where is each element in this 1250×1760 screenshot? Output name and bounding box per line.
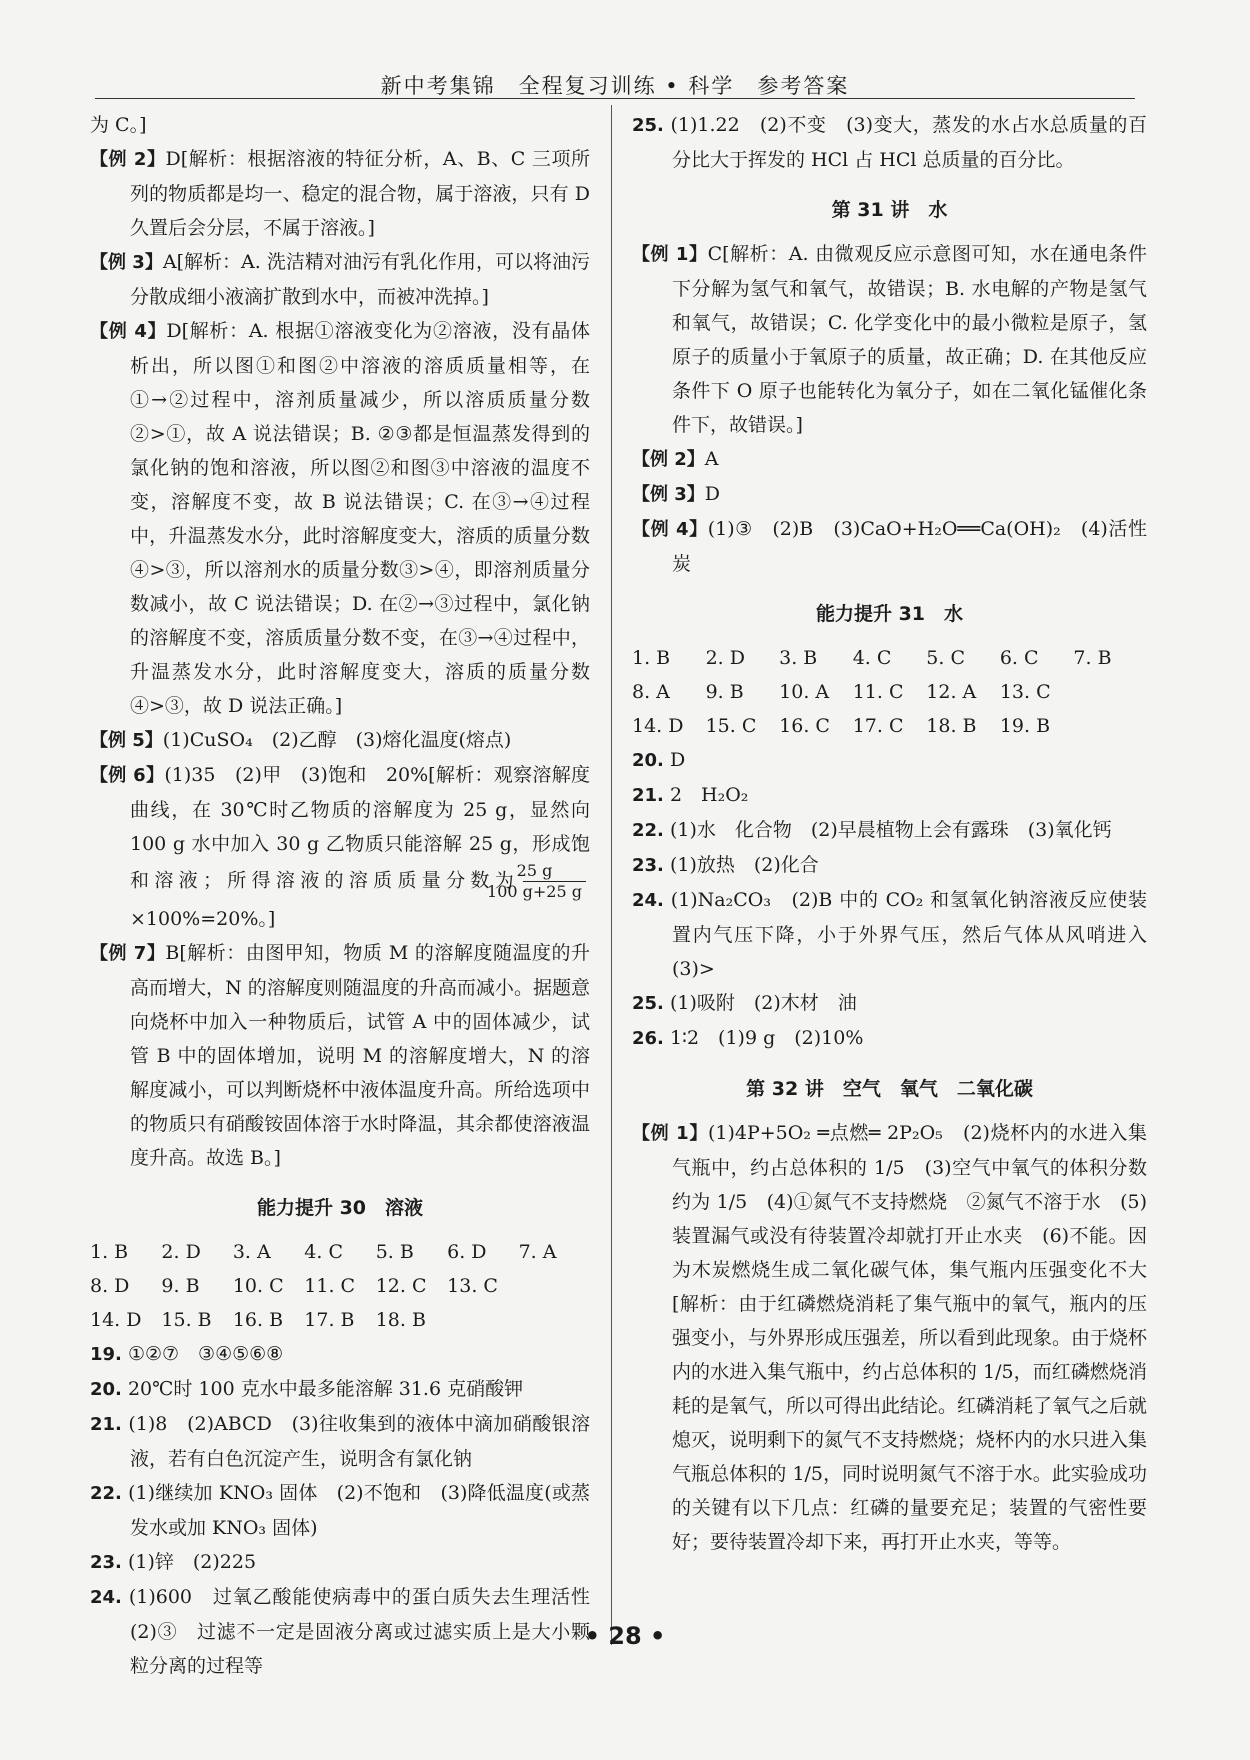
- section-title-32: 第 32 讲 空气 氧气 二氧化碳: [746, 1078, 1033, 1100]
- answer-number: 20.: [90, 1379, 122, 1400]
- example-3: [90, 245, 590, 314]
- example-4: [90, 314, 590, 723]
- answer-text: (1)锌 (2)225: [127, 1551, 257, 1573]
- answer-number: 22.: [90, 1483, 122, 1504]
- example-text: D[解析：根据溶液的特征分析，A、B、C 三项所列的物质都是均一、稳定的混合物，属于溶液，只有 D 久置后会分层，不属于溶液。]: [130, 148, 590, 239]
- mc-answer: 4. C: [852, 647, 892, 669]
- example-text: (1)③ (2)B (3)CaO+H₂O══Ca(OH)₂ (4)活性炭: [672, 518, 1147, 575]
- mc-answer: 2. D: [161, 1241, 201, 1263]
- mc-answer: 15. C: [705, 715, 757, 737]
- answer-item: [632, 778, 1147, 813]
- mc-answer: [519, 1269, 590, 1303]
- page-header: 新中考集锦 全程复习训练 • 科学 参考答案: [380, 74, 850, 98]
- answer-text: (1)Na₂CO₃ (2)B 中的 CO₂ 和氢氧化钠溶液反应使装置内气压下降，小于外界气压，然后气体从风哨进入 (3)>: [670, 889, 1167, 980]
- answer-text: (1)8 (2)ABCD (3)往收集到的液体中滴加硝酸银溶液，若有白色沉淀产生，说明含有氯化钠: [128, 1413, 590, 1470]
- answer-number: 23.: [632, 855, 664, 876]
- mc-answers-31: [632, 641, 1147, 743]
- example-7: [90, 936, 590, 1175]
- mc-answer: 10. C: [232, 1275, 284, 1297]
- mc-answer: 15. B: [161, 1309, 212, 1331]
- mc-answer: 7. B: [1073, 647, 1112, 669]
- example-text: C[解析：A. 由微观反应示意图可知，水在通电条件下分解为氢气和氧气，故错误；B. 水电解的产物是氢气和氧气，故错误；C. 化学变化中的最小微粒是原子，氢原子的质量小于氧原子的质量，故正确；D. 在其他反应条件下 O 原子也能转化为氧分子，如在二氧化锰催化条件下，故错误。]: [672, 243, 1147, 436]
- answer-text: 2 H₂O₂: [669, 784, 749, 806]
- answer-text: D: [669, 749, 686, 771]
- page-number: • 28 •: [584, 1622, 666, 1650]
- mc-answer: 3. B: [779, 647, 818, 669]
- answer-number: 22.: [632, 820, 664, 841]
- answer-text: (1)水 化合物 (2)早晨植物上会有露珠 (3)氧化钙: [669, 819, 1112, 841]
- mc-answer: [447, 1303, 518, 1337]
- answer-number: 25.: [632, 993, 664, 1014]
- mc-answer: 7. A: [518, 1241, 557, 1263]
- mc-answer: 12. C: [375, 1275, 427, 1297]
- mc-answer: 11. C: [852, 681, 904, 703]
- example-2: [632, 442, 1147, 477]
- mc-answer: 5. B: [375, 1241, 414, 1263]
- intro-line: 为 C。]: [90, 114, 147, 136]
- example-label: 【例 7】: [90, 943, 166, 964]
- answer-item: [632, 1021, 1147, 1056]
- mc-answer: 17. C: [852, 715, 904, 737]
- example-text: (1)4P+5O₂ ═点燃═ 2P₂O₅ (2)烧杯内的水进入集气瓶中，约占总体积的 1/5 (3)空气中氧气的体积分数约为 1/5 (4)①氮气不支持燃烧 ②氮气不溶于水 (5)装置漏气或没有待装置冷却就打开止水夹 (6)不能。因为木炭燃烧生成二氧化碳气体，集气瓶内压强变化不大[解析：由于红磷燃烧消耗了集气瓶中的氧气，瓶内的压强变小，与外界形成压强差，所以看到此现象。由于烧杯内的水进入集气瓶中，约占总体积的 1/5，而红磷燃烧消耗的是氧气，所以可得出此结论。红磷消耗了氧气之后就熄灭，说明剩下的氮气不支持燃烧；烧杯内的水只进入集气瓶总体积的 1/5，同时说明氮气不溶于水。此实验成功的关键有以下几点：红磷的量要充足；装置的气密性要好；要待装置冷却下来，再打开止水夹，等等。: [672, 1122, 1148, 1553]
- example-3: [632, 477, 1147, 512]
- mc-answer: 4. C: [304, 1241, 343, 1263]
- example-label: 【例 1】: [632, 244, 708, 265]
- answer-item: [90, 1372, 590, 1407]
- answer-number: 25.: [632, 115, 664, 136]
- example-1: [632, 1116, 1147, 1559]
- mc-answer: 8. D: [90, 1275, 130, 1297]
- answer-item: [632, 986, 1147, 1021]
- example-2: [90, 142, 590, 245]
- example-label: 【例 4】: [90, 321, 167, 342]
- fraction-numerator: 25 g: [523, 861, 586, 882]
- answer-item: [632, 108, 1147, 177]
- mc-answer: [519, 1303, 590, 1337]
- answer-number: 26.: [632, 1028, 664, 1049]
- answer-number: 23.: [90, 1552, 122, 1573]
- example-text: (1)35 (2)甲 (3)饱和 20%[解析：观察溶解度曲线，在 30℃时乙物质的溶解度为 25 g，显然向 100 g 水中加入 30 g 乙物质只能溶解 25 g，形成饱和溶液；所得溶液的溶质质量分数为: [130, 764, 591, 892]
- mc-answer: 18. B: [926, 715, 977, 737]
- example-label: 【例 4】: [632, 519, 708, 540]
- example-text: A: [704, 448, 719, 470]
- answer-item: [90, 1407, 590, 1476]
- fraction: [487, 861, 586, 902]
- answer-text: ①②⑦ ③④⑤⑥⑧: [127, 1343, 284, 1365]
- mc-answer: 16. C: [779, 715, 830, 737]
- mc-answer: [1073, 675, 1147, 709]
- answer-item: [90, 1476, 590, 1545]
- mc-answer: 9. B: [705, 681, 744, 703]
- answer-number: 24.: [632, 890, 664, 911]
- answer-item: [632, 883, 1167, 986]
- answer-text: 1∶2 (1)9 g (2)10%: [669, 1027, 864, 1049]
- mc-answer: 6. D: [447, 1241, 487, 1263]
- answer-text: (1)600 过氧乙酸能使病毒中的蛋白质失去生理活性 (2)③ 过滤不一定是固液分离或过滤实质上是大小颗粒分离的过程等: [128, 1586, 610, 1677]
- right-column: [632, 108, 1167, 1559]
- section-title-31: 第 31 讲 水: [831, 199, 948, 221]
- mc-answer: 13. C: [447, 1275, 498, 1297]
- mc-answer: 5. C: [926, 647, 965, 669]
- example-6: [90, 758, 590, 936]
- mc-answer: 9. B: [161, 1275, 200, 1297]
- mc-answer: 10. A: [779, 681, 830, 703]
- answer-number: 21.: [632, 785, 664, 806]
- section-title-ability-31: 能力提升 31 水: [815, 603, 964, 625]
- mc-answer: 16. B: [232, 1309, 284, 1331]
- answer-item: [632, 743, 1147, 778]
- mc-answer: 14. D: [632, 715, 684, 737]
- example-5: [90, 723, 590, 758]
- example-1: [632, 237, 1147, 442]
- answer-item: [90, 1545, 590, 1580]
- answer-text: (1)放热 (2)化合: [669, 854, 819, 876]
- answer-number: 19.: [90, 1344, 122, 1365]
- answer-text: (1)继续加 KNO₃ 固体 (2)不饱和 (3)降低温度(或蒸发水或加 KNO₃ 固体): [128, 1482, 590, 1539]
- mc-answer: 1. B: [90, 1241, 129, 1263]
- answer-text: (1)吸附 (2)木材 油: [669, 992, 857, 1014]
- mc-answer: [1073, 709, 1147, 743]
- example-label: 【例 6】: [90, 765, 165, 786]
- mc-answer: 13. C: [999, 681, 1051, 703]
- mc-answer: 8. A: [632, 681, 670, 703]
- mc-answer: 17. B: [304, 1309, 355, 1331]
- example-label: 【例 3】: [90, 252, 163, 273]
- example-label: 【例 1】: [632, 1123, 708, 1144]
- answer-item: [90, 1337, 590, 1372]
- example-text: D[解析：A. 根据①溶液变化为②溶液，没有晶体析出，所以图①和图②中溶液的溶质质量相等，在①→②过程中，溶剂质量减少，所以溶质质量分数②>①，故 A 说法错误；B. ②③都是恒温蒸发得到的氯化钠的饱和溶液，所以图②和图③中溶液的温度不变，溶解度不变，故 B 说法错误；C. 在③→④过程中，升温蒸发水分，此时溶解度变大，溶质的质量分数④>③，所以溶剂水的质量分数③>④，即溶剂质量分数减小，故 C 说法错误；D. 在②→③过程中，氯化钠的溶解度不变，溶质质量分数不变，在③→④过程中，升温蒸发水分，此时溶解度变大，溶质的质量分数④>③，故 D 说法正确。]: [130, 320, 590, 717]
- mc-answer: 18. B: [375, 1309, 426, 1331]
- example-text: A[解析：A. 洗洁精对油污有乳化作用，可以将油污分散成细小液滴扩散到水中，而被冲洗掉。]: [130, 251, 590, 308]
- answer-number: 24.: [90, 1587, 122, 1608]
- example-text: D: [704, 483, 721, 505]
- example-text: (1)CuSO₄ (2)乙醇 (3)熔化温度(熔点): [162, 729, 512, 751]
- mc-answer: 6. C: [999, 647, 1039, 669]
- mc-answer: 11. C: [304, 1275, 356, 1297]
- answer-item: [632, 848, 1147, 883]
- mc-answers-30: [90, 1235, 590, 1337]
- example-4: [632, 512, 1147, 581]
- fraction-denominator: 100 g+25 g: [487, 882, 582, 901]
- answer-text: (1)1.22 (2)不变 (3)变大，蒸发的水占水总质量的百分比大于挥发的 HCl 占 HCl 总质量的百分比。: [670, 114, 1148, 171]
- mc-answer: 1. B: [632, 647, 671, 669]
- example-label: 【例 2】: [632, 449, 705, 470]
- example-label: 【例 5】: [90, 730, 163, 751]
- example-text-end: ×100%=20%。]: [130, 908, 276, 930]
- header-rule: [95, 98, 1135, 99]
- answer-number: 20.: [632, 750, 664, 771]
- example-text: B[解析：由图甲知，物质 M 的溶解度随温度的升高而增大，N 的溶解度则随温度的升高而减小。据题意向烧杯中加入一种物质后，试管 A 中的固体减少，试管 B 中的固体增加，说明 M 的溶解度增大，N 的溶解度减小，可以判断烧杯中液体温度升高。所给选项中的物质只有硝酸铵固体溶于水时降温，其余都使溶液温度升高。故选 B。]: [130, 942, 590, 1169]
- answer-number: 21.: [90, 1414, 122, 1435]
- mc-answer: 19. B: [999, 715, 1051, 737]
- column-divider: [611, 105, 612, 1645]
- left-column: [90, 108, 610, 1683]
- example-label: 【例 2】: [90, 149, 166, 170]
- answer-item: [632, 813, 1147, 848]
- mc-answer: 12. A: [926, 681, 977, 703]
- mc-answer: 3. A: [232, 1241, 271, 1263]
- section-title-30: 能力提升 30 溶液: [256, 1197, 424, 1219]
- example-label: 【例 3】: [632, 484, 705, 505]
- mc-answer: 14. D: [90, 1309, 142, 1331]
- answer-text: 20℃时 100 克水中最多能溶解 31.6 克硝酸钾: [127, 1378, 524, 1400]
- mc-answer: 2. D: [705, 647, 745, 669]
